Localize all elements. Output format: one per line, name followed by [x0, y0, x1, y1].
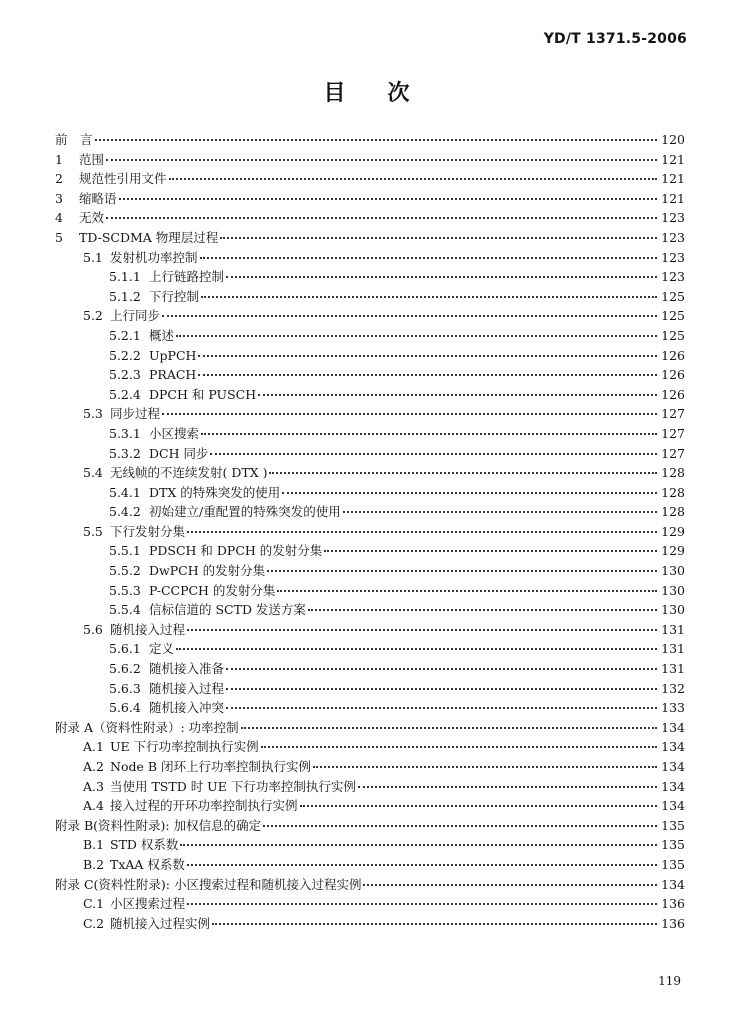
toc-entry-page: 125 [661, 308, 685, 324]
toc-entry-title: STD 权系数 [110, 837, 179, 853]
toc-entry[interactable] [55, 659, 685, 679]
toc-entry-page: 128 [661, 465, 685, 481]
toc-entry[interactable] [55, 346, 685, 366]
toc-dot-leader [313, 766, 657, 768]
toc-entry[interactable] [55, 620, 685, 640]
toc-entry-number: 5.3 [83, 406, 103, 422]
toc-entry-title: DCH 同步 [149, 445, 209, 461]
toc-entry-title: 附录 C(资料性附录): 小区搜索过程和随机接入过程实例 [55, 876, 362, 892]
toc-entry-page: 133 [661, 700, 685, 716]
toc-entry-number: A.4 [83, 798, 104, 814]
toc-entry-title: 上行同步 [110, 308, 161, 324]
toc-entry-page: 134 [661, 719, 685, 735]
toc-dot-leader [201, 296, 657, 298]
toc-entry-number: 5.4.1 [109, 484, 141, 500]
toc-entry-number: 4 [55, 210, 63, 226]
toc-entry-title: TD-SCDMA 物理层过程 [79, 229, 219, 245]
toc-entry-page: 134 [661, 778, 685, 794]
toc-entry-title: 小区搜索 [149, 425, 200, 441]
toc-entry-page: 123 [661, 210, 685, 226]
toc-entry-title: P-CCPCH 的发射分集 [149, 582, 276, 598]
toc-entry[interactable] [55, 894, 685, 914]
toc-dot-leader [308, 609, 657, 611]
page-title-part1: 目 [323, 81, 346, 106]
toc-entry-number: 5.4 [83, 465, 103, 481]
toc-entry-page: 134 [661, 798, 685, 814]
toc-entry[interactable] [55, 679, 685, 699]
toc-entry[interactable] [55, 130, 685, 150]
toc-entry[interactable] [55, 541, 685, 561]
toc-entry[interactable] [55, 365, 685, 385]
toc-entry-title: 前 言 [55, 132, 93, 147]
toc-entry[interactable] [55, 306, 685, 326]
toc-entry[interactable] [55, 875, 685, 895]
toc-entry-title: 无线帧的不连续发射( DTX ) [110, 465, 268, 481]
toc-entry-number: 5.3.1 [109, 425, 141, 441]
toc-entry-page: 131 [661, 641, 685, 657]
toc-entry-page: 123 [661, 269, 685, 285]
toc-entry[interactable] [55, 835, 685, 855]
toc-dot-leader [226, 276, 657, 278]
toc-dot-leader [220, 237, 657, 239]
toc-dot-leader [176, 648, 657, 650]
toc-entry-number: 5.1.1 [109, 269, 141, 285]
toc-entry[interactable] [55, 777, 685, 797]
toc-entry-title: 规范性引用文件 [79, 171, 167, 187]
toc-entry-title: 范围 [79, 151, 105, 167]
toc-dot-leader [210, 453, 657, 455]
toc-entry-page: 132 [661, 680, 685, 696]
toc-dot-leader [324, 550, 657, 552]
toc-dot-leader [187, 629, 657, 631]
toc-entry-title: 下行发射分集 [110, 523, 186, 539]
toc-dot-leader [212, 923, 657, 925]
toc-entry[interactable] [55, 444, 685, 464]
toc-entry-page: 126 [661, 347, 685, 363]
toc-entry-title: 接入过程的开环功率控制执行实例 [110, 798, 298, 814]
toc-entry-number: 5.6.3 [109, 680, 141, 696]
toc-entry-number: 2 [55, 171, 63, 187]
toc-entry-title: 缩略语 [79, 190, 117, 206]
toc-entry-number: 5.5.4 [109, 602, 141, 618]
toc-entry-number: A.3 [83, 778, 104, 794]
toc-entry-number: 5.6.4 [109, 700, 141, 716]
toc-entry-page: 127 [661, 425, 685, 441]
toc-entry-page: 123 [661, 249, 685, 265]
toc-entry[interactable] [55, 757, 685, 777]
toc-dot-leader [95, 139, 657, 141]
toc-entry-page: 135 [661, 817, 685, 833]
toc-dot-leader [258, 394, 657, 396]
toc-dot-leader [226, 668, 657, 670]
page-number: 119 [658, 974, 681, 988]
toc-entry[interactable] [55, 639, 685, 659]
toc-dot-leader [358, 786, 657, 788]
toc-entry-title: 附录 B(资料性附录): 加权信息的确定 [55, 817, 262, 833]
toc-dot-leader [187, 864, 657, 866]
toc-dot-leader [263, 825, 657, 827]
toc-entry-title: 下行控制 [149, 288, 200, 304]
toc-entry-page: 121 [661, 190, 685, 206]
toc-dot-leader [162, 413, 657, 415]
toc-dot-leader [119, 198, 657, 200]
toc-entry[interactable] [55, 737, 685, 757]
toc-entry-page: 127 [661, 406, 685, 422]
toc-entry-number: 5.5.2 [109, 563, 141, 579]
toc-entry-title: UpPCH [149, 347, 197, 363]
toc-dot-leader [162, 315, 657, 317]
toc-entry[interactable] [55, 914, 685, 934]
toc-entry[interactable] [55, 600, 685, 620]
toc-dot-leader [176, 335, 657, 337]
toc-entry-number: B.2 [83, 856, 105, 872]
toc-entry-page: 134 [661, 759, 685, 774]
toc-entry[interactable] [55, 796, 685, 816]
toc-entry[interactable] [55, 404, 685, 424]
toc-entry-number: 1 [55, 151, 63, 167]
toc-entry-title: 无效 [79, 210, 105, 226]
toc-entry[interactable] [55, 718, 685, 738]
toc-entry-title: 定义 [149, 641, 175, 657]
toc-dot-leader [269, 472, 657, 474]
toc-dot-leader [187, 531, 657, 533]
toc-entry-number: 5 [55, 229, 63, 245]
toc-entry-number: 5.2.4 [109, 386, 141, 402]
toc-entry-page: 130 [661, 602, 685, 618]
toc-entry-title: 随机接入过程 [110, 621, 186, 637]
toc-dot-leader [363, 884, 657, 886]
toc-entry-number: 5.1.2 [109, 288, 141, 304]
table-of-contents [55, 130, 685, 933]
toc-entry[interactable] [55, 581, 685, 601]
toc-entry-page: 129 [661, 523, 685, 539]
toc-entry-number: 5.2.2 [109, 347, 141, 363]
toc-dot-leader [106, 217, 657, 219]
toc-entry-page: 134 [661, 876, 685, 892]
toc-entry-title: 随机接入过程 [149, 680, 225, 696]
toc-dot-leader [267, 570, 657, 572]
toc-entry[interactable] [55, 483, 685, 503]
toc-entry-page: 136 [661, 896, 685, 912]
toc-entry-title: 信标信道的 SCTD 发送方案 [149, 602, 306, 618]
toc-entry[interactable] [55, 287, 685, 307]
toc-entry-number: 5.1 [83, 249, 103, 265]
toc-entry[interactable] [55, 326, 685, 346]
toc-entry-page: 135 [661, 856, 685, 872]
toc-entry[interactable] [55, 502, 685, 522]
toc-entry[interactable] [55, 816, 685, 836]
toc-dot-leader [187, 903, 657, 905]
toc-entry-title: DwPCH 的发射分集 [149, 563, 266, 579]
toc-entry[interactable] [55, 248, 685, 268]
toc-dot-leader [277, 590, 657, 592]
toc-entry-title: 随机接入冲突 [149, 700, 225, 716]
document-code: YD/T 1371.5-2006 [543, 31, 687, 47]
toc-entry-page: 126 [661, 386, 685, 402]
toc-dot-leader [106, 159, 657, 161]
toc-entry-title: 随机接入准备 [149, 661, 225, 677]
toc-dot-leader [343, 511, 657, 513]
toc-entry-title: 附录 A（资料性附录）: 功率控制 [55, 719, 239, 735]
toc-dot-leader [282, 492, 657, 494]
toc-dot-leader [226, 688, 657, 690]
toc-dot-leader [261, 746, 657, 748]
toc-entry-title: 同步过程 [110, 406, 161, 422]
toc-entry-page: 120 [661, 132, 685, 147]
toc-entry[interactable] [55, 561, 685, 581]
toc-dot-leader [169, 178, 657, 180]
toc-entry-number: 5.5 [83, 523, 103, 539]
toc-entry-title: 上行链路控制 [149, 269, 225, 285]
toc-entry-title: 小区搜索过程 [110, 896, 186, 912]
page-title-part2: 次 [387, 81, 410, 106]
toc-entry-title: PRACH [149, 367, 197, 383]
toc-entry-title: UE 下行功率控制执行实例 [110, 739, 259, 755]
toc-entry-number: 3 [55, 190, 63, 206]
toc-entry-title: 发射机功率控制 [110, 249, 198, 265]
toc-entry[interactable] [55, 855, 685, 875]
toc-dot-leader [241, 727, 657, 729]
page-title [0, 76, 733, 107]
toc-dot-leader [300, 805, 657, 807]
toc-entry[interactable] [55, 698, 685, 718]
toc-entry-title: DPCH 和 PUSCH [149, 386, 257, 402]
toc-entry-page: 125 [661, 327, 685, 343]
toc-entry-page: 131 [661, 621, 685, 637]
toc-entry-title: PDSCH 和 DPCH 的发射分集 [149, 543, 323, 559]
toc-entry-number: 5.6.2 [109, 661, 141, 677]
toc-entry-page: 130 [661, 582, 685, 598]
toc-entry-number: 5.5.3 [109, 582, 141, 598]
toc-entry-page: 128 [661, 484, 685, 500]
toc-entry-page: 121 [661, 171, 685, 187]
toc-entry[interactable] [55, 169, 685, 189]
toc-entry-number: 5.5.1 [109, 543, 141, 559]
toc-entry-page: 131 [661, 661, 685, 677]
toc-entry-page: 125 [661, 288, 685, 304]
toc-entry-number: 5.6 [83, 621, 103, 637]
toc-entry-number: C.1 [83, 896, 105, 912]
toc-entry[interactable] [55, 267, 685, 287]
toc-entry-page: 127 [661, 445, 685, 461]
toc-entry-number: A.1 [83, 739, 104, 755]
toc-entry[interactable] [55, 150, 685, 170]
toc-entry-title: Node B 闭环上行功率控制执行实例 [110, 759, 311, 774]
toc-entry-number: 5.2 [83, 308, 103, 324]
toc-entry-title: 概述 [149, 327, 175, 343]
toc-entry[interactable] [55, 522, 685, 542]
toc-entry-title: 当使用 TSTD 时 UE 下行功率控制执行实例 [110, 778, 356, 794]
toc-dot-leader [180, 844, 657, 846]
toc-entry[interactable] [55, 228, 685, 248]
toc-entry-page: 126 [661, 367, 685, 383]
toc-entry-page: 129 [661, 543, 685, 559]
toc-entry-number: A.2 [83, 759, 104, 774]
toc-entry-page: 123 [661, 229, 685, 245]
toc-entry-page: 128 [661, 504, 685, 520]
toc-dot-leader [198, 374, 657, 376]
toc-entry-number: 5.2.1 [109, 327, 141, 343]
toc-entry-number: 5.3.2 [109, 445, 141, 461]
toc-dot-leader [200, 257, 657, 259]
toc-entry-page: 134 [661, 739, 685, 755]
toc-dot-leader [198, 355, 657, 357]
toc-entry[interactable] [55, 463, 685, 483]
toc-entry-page: 135 [661, 837, 685, 853]
toc-entry-title: 随机接入过程实例 [110, 915, 211, 931]
toc-entry-title: 初始建立/重配置的特殊突发的使用 [149, 504, 341, 520]
toc-entry-number: C.2 [83, 915, 105, 931]
toc-entry-page: 121 [661, 151, 685, 167]
toc-entry[interactable] [55, 189, 685, 209]
toc-entry-number: 5.2.3 [109, 367, 141, 383]
toc-entry-number: 5.6.1 [109, 641, 141, 657]
toc-entry-number: 5.4.2 [109, 504, 141, 520]
toc-entry-title: DTX 的特殊突发的使用 [149, 484, 281, 500]
toc-entry[interactable] [55, 424, 685, 444]
toc-entry[interactable] [55, 385, 685, 405]
toc-entry-page: 136 [661, 915, 685, 931]
toc-dot-leader [201, 433, 657, 435]
toc-entry-number: B.1 [83, 837, 105, 853]
toc-entry-page: 130 [661, 563, 685, 579]
toc-entry[interactable] [55, 208, 685, 228]
toc-entry-title: TxAA 权系数 [110, 856, 185, 872]
toc-dot-leader [226, 707, 657, 709]
